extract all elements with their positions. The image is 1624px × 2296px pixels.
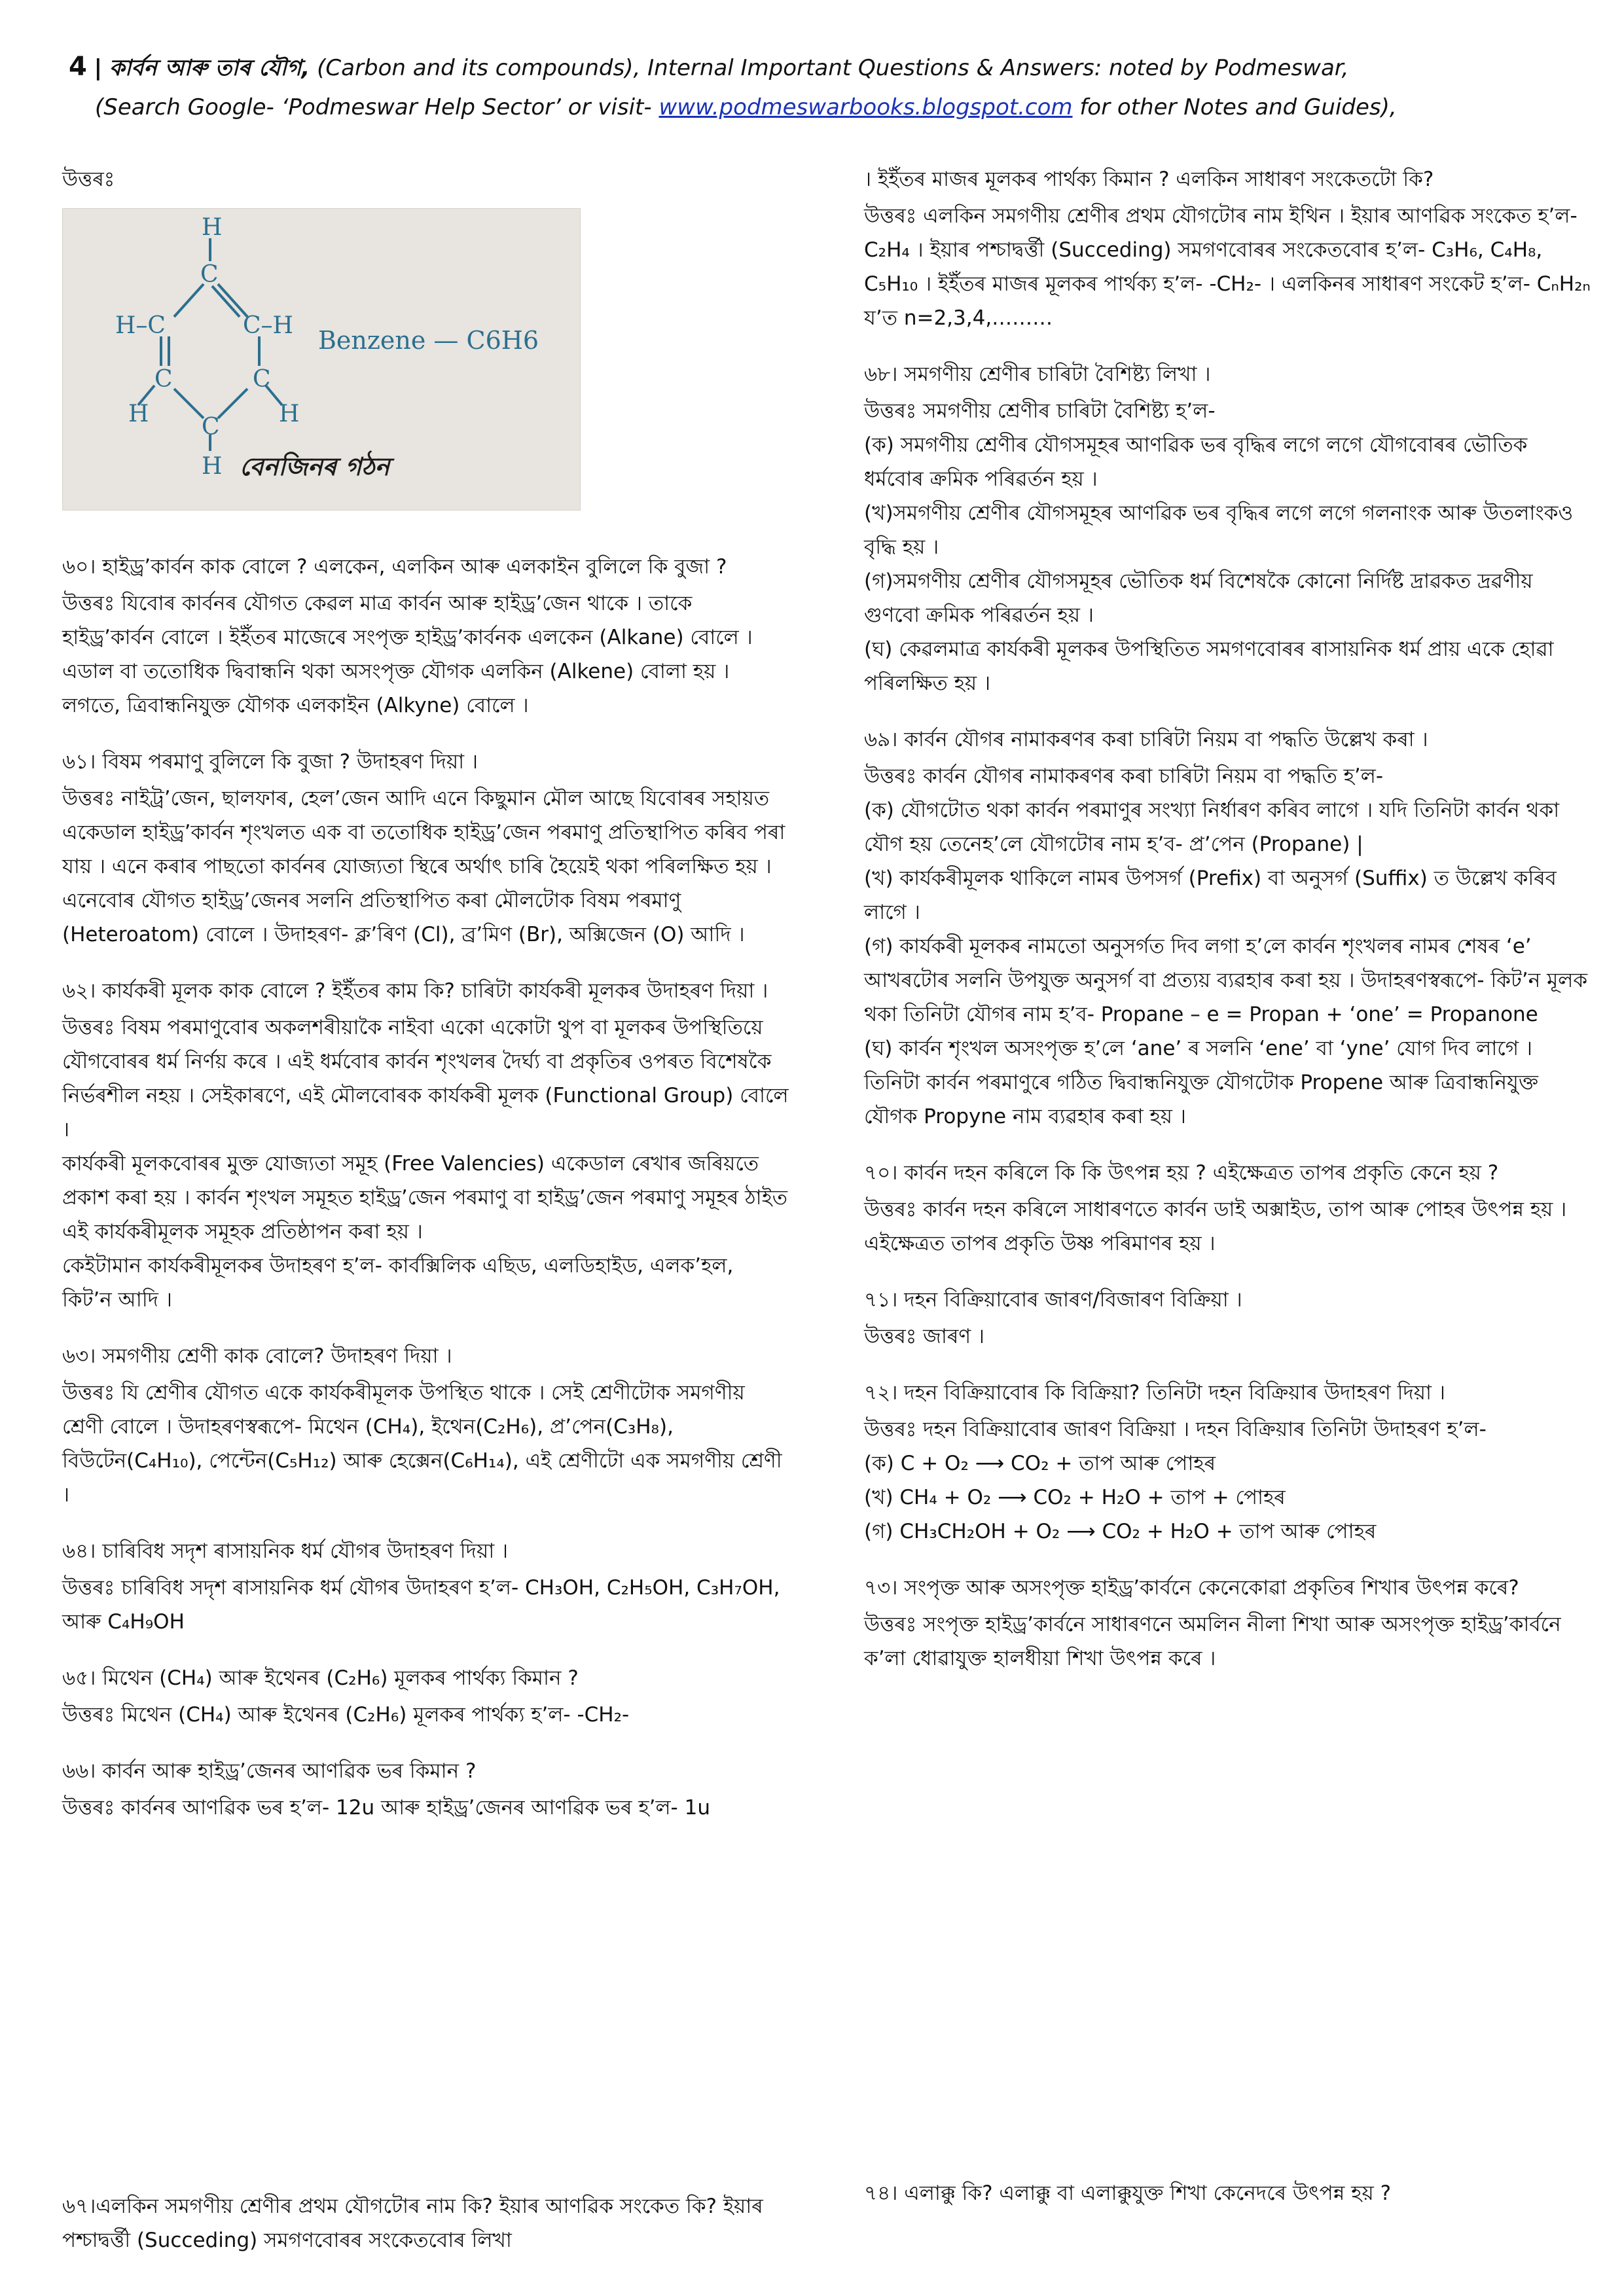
- question-66: [62, 1754, 789, 1825]
- left-column: [62, 162, 789, 1847]
- answer-text: উত্তৰঃ এলকিন সমগণীয় শ্ৰেণীৰ প্ৰথম যৌগটোৰ নাম ইথিন । ইয়াৰ আণৱিক সংকেত হ’ল- C₂H₄ । ইয়াৰ পশ্চাদ্বৰ্ত্তী (Succeding) সমগণবোৰৰ সংকেতবোৰ হ’ল- C₃H₆, C₄H₈, C₅H₁₀ । ইইঁতৰ মাজৰ মূলকৰ পাৰ্থক্য হ’ল- -CH₂- । এলকিনৰ সাধাৰণ সংকেট হ’ল- CₙH₂ₙ য’ত n=2,3,4,………: [864, 204, 1591, 330]
- reaction-equation: (গ) CH₃CH₂OH + O₂ ⟶ CO₂ + H₂O + তাপ আৰু পোহৰ: [864, 1520, 1377, 1543]
- answer-point: (ঘ) কেৱলমাত্ৰ কাৰ্যকৰী মূলকৰ উপস্থিতিত সমগণবোৰৰ ৰাসায়নিক ধৰ্ম প্ৰায় একে হোৱা পৰিলক্ষিত হয় ।: [864, 637, 1554, 695]
- figure-intro: উত্তৰঃ: [62, 168, 115, 191]
- atom-h-lower-left: H: [128, 401, 149, 427]
- answer-point: (গ)সমগণীয় শ্ৰেণীৰ যৌগসমূহৰ ভৌতিক ধৰ্ম বিশেষকৈ কোনো নিৰ্দিষ্ট দ্ৰাৱকত দ্ৰৱণীয় গুণবো ক্ৰমিক পৰিৱৰ্তন হয় ।: [864, 569, 1533, 627]
- question-text: । ইইঁতৰ মাজৰ মূলকৰ পাৰ্থক্য কিমান ? এলকিন সাধাৰণ সংকেতটো কি?: [864, 168, 1434, 191]
- question-text: ৬৩। সমগণীয় শ্ৰেণী কাক বোলে? উদাহৰণ দিয়া ।: [62, 1344, 452, 1368]
- question-text: ৬৬। কাৰ্বন আৰু হাইড্ৰ’জেনৰ আণৱিক ভৰ কিমান ?: [62, 1759, 477, 1783]
- answer-text: উত্তৰঃ চাৰিবিধ সদৃশ ৰাসায়নিক ধৰ্ম যৌগৰ উদাহৰণ হ’ল- CH₃OH, C₂H₅OH, C₃H₇OH, আৰু C₄H₉OH: [62, 1576, 780, 1634]
- page-number: 4: [69, 52, 87, 82]
- atom-c-bottom: C: [202, 414, 220, 440]
- atom-ch-right: C–H: [243, 312, 293, 339]
- reaction-equation: (ক) C + O₂ ⟶ CO₂ + তাপ আৰু পোহৰ: [864, 1452, 1216, 1475]
- figure-caption: বেনজিনৰ গঠন: [240, 452, 390, 481]
- answer-text: উত্তৰঃ সমগণীয় শ্ৰেণীৰ চাৰিটা বৈশিষ্ট্য হ’ল-: [864, 399, 1216, 423]
- right-column: [864, 162, 1591, 1698]
- answer-text: উত্তৰঃ যি শ্ৰেণীৰ যৌগত একে কাৰ্যকৰীমূলক উপস্থিত থাকে । সেই শ্ৰেণীটোক সমগণীয় শ্ৰেণী বোলে । উদাহৰণস্বৰূপে- মিথেন (CH₄), ইথেন(C₂H₆), প্ৰ’পেন(C₃H₈), বিউটেন(C₄H₁₀), পেন্টেন(C₅H₁₂) আৰু হেক্সেন(C₆H₁₄), এই শ্ৰেণীটো এক সমগণীয় শ্ৰেণী ।: [62, 1381, 782, 1507]
- answer-point: (খ) কাৰ্যকৰীমূলক থাকিলে নামৰ উপসৰ্গ (Prefix) বা অনুসৰ্গ (Suffix) ত উল্লেখ কৰিব লাগে ।: [864, 867, 1557, 924]
- question-text: ৬৭।এলকিন সমগণীয় শ্ৰেণীৰ প্ৰথম যৌগটোৰ নাম কি? ইয়াৰ আণৱিক সংকেত কি? ইয়াৰ পশ্চাদ্বৰ্ত্তী (Succeding) সমগণবোৰৰ সংকেতবোৰ লিখা: [62, 2195, 763, 2252]
- question-text: ৬১। বিষম পৰমাণু বুলিলে কি বুজা ? উদাহৰণ দিয়া ।: [62, 750, 478, 774]
- answer-text: উত্তৰঃ সংপৃক্ত হাইড্ৰ’কাৰ্বনে সাধাৰণনে অমলিন নীলা শিখা আৰু অসংপৃক্ত হাইড্ৰ’কাৰ্বনে ক’লা ধোৱাযুক্ত হালধীয়া শিখা উৎপন্ন কৰে ।: [864, 1613, 1561, 1670]
- question-text: ৬৮। সমগণীয় শ্ৰেণীৰ চাৰিটা বৈশিষ্ট্য লিখা ।: [864, 363, 1211, 386]
- question-text: ৬২। কাৰ্যকৰী মূলক কাক বোলে ? ইইঁতৰ কাম কি? চাৰিটা কাৰ্যকৰী মূলকৰ উদাহৰণ দিয়া ।: [62, 979, 768, 1003]
- atom-h-top: H: [202, 214, 223, 241]
- question-64: [62, 1534, 789, 1639]
- question-60: [62, 550, 789, 723]
- question-69: [864, 723, 1591, 1134]
- header-search-note: (Search Google- ‘Podmeswar Help Sector’ or visit-: [95, 94, 659, 120]
- question-text: ৭৩। সংপৃক্ত আৰু অসংপৃক্ত হাইড্ৰ’কাৰ্বনে কেনেকোৱা প্ৰকৃতিৰ শিখাৰ উৎপন্ন কৰে?: [864, 1576, 1519, 1600]
- question-68: [864, 357, 1591, 700]
- question-text: ৬৯। কাৰ্বন যৌগৰ নামাকৰণৰ কৰা চাৰিটা নিয়ম বা পদ্ধতি উল্লেখ কৰা ।: [864, 728, 1428, 751]
- answer-text: কেইটামান কাৰ্যকৰীমূলকৰ উদাহৰণ হ’ল- কাৰ্বক্সিলিক এছিড, এলডিহাইড, এলক’হল, কিট’ন আদি ।: [62, 1254, 734, 1312]
- answer-point: (ঘ) কাৰ্বন শৃংখল অসংপৃক্ত হ’লে ‘ane’ ৰ সলনি ‘ene’ বা ‘yne’ যোগ দিব লাগে । তিনিটা কাৰ্বন পৰমাণুৰে গঠিত দ্বিবান্ধনিযুক্ত যৌগটোক Propene আৰু ত্ৰিবান্ধনিযুক্ত যৌগক Propyne নাম ব্যৱহাৰ কৰা হয় ।: [864, 1037, 1539, 1128]
- question-text: ৭০। কাৰ্বন দহন কৰিলে কি কি উৎপন্ন হয় ? এইক্ষেত্ৰত তাপৰ প্ৰকৃতি কেনে হয় ?: [864, 1161, 1499, 1185]
- answer-text: উত্তৰঃ নাইট্ৰ’জেন, ছালফাৰ, হেল’জেন আদি এনে কিছুমান মৌল আছে যিবোৰৰ সহায়ত একেডাল হাইড্ৰ’কাৰ্বন শৃংখলত এক বা ততোধিক হাইড্ৰ’জেন পৰমাণু প্ৰতিস্থাপিত কৰিব পৰা যায় । এনে কৰাৰ পাছতো কাৰ্বনৰ যোজ্যতা স্থিৰে অৰ্থাৎ চাৰি হৈয়েই থকা পৰিলক্ষিত হয় । এনেবোৰ যৌগত হাইড্ৰ’জেনৰ সলনি প্ৰতিস্থাপিত কৰা মৌলটোক বিষম পৰমাণু (Heteroatom) বোলে । উদাহৰণ- ক্ল’ৰিণ (Cl), ব্ৰ’মিণ (Br), অক্সিজেন (O) আদি ।: [62, 787, 785, 946]
- atom-c-lower-left: C: [154, 366, 173, 393]
- answer-text: উত্তৰঃ মিথেন (CH₄) আৰু ইথেনৰ (C₂H₆) মূলকৰ পাৰ্থক্য হ’ল- -CH₂-: [62, 1703, 630, 1727]
- question-text: ৬০। হাইড্ৰ’কাৰ্বন কাক বোলে ? এলকেন, এলকিন আৰু এলকাইন বুলিলে কি বুজা ?: [62, 555, 727, 579]
- question-71: [864, 1283, 1591, 1354]
- header-line-1: [69, 47, 1568, 88]
- answer-text: উত্তৰঃ বিষম পৰমাণুবোৰ অকলশৰীয়াকৈ নাইবা একো একোটা থুপ বা মূলকৰ উপস্থিতিয়ে যৌগবোৰৰ ধৰ্ম নিৰ্ণয় কৰে । এই ধৰ্মবোৰ কাৰ্বন শৃংখলৰ দৈৰ্ঘ্য বা প্ৰকৃতিৰ ওপৰত বিশেষকৈ নিৰ্ভৰশীল নহয় । সেইকাৰণে, এই মৌলবোৰক কাৰ্যকৰী মূলক (Functional Group) বোলে ।: [62, 1016, 789, 1141]
- answer-text: উত্তৰঃ দহন বিক্ৰিয়াবোৰ জাৰণ বিক্ৰিয়া । দহন বিক্ৰিয়াৰ তিনিটা উদাহৰণ হ’ল-: [864, 1418, 1487, 1441]
- answer-text: উত্তৰঃ কাৰ্বন দহন কৰিলে সাধাৰণতে কাৰ্বন ডাই অক্সাইড, তাপ আৰু পোহৰ উৎপন্ন হয় । এইক্ষেত্ৰত তাপৰ প্ৰকৃতি উষ্ণ পৰিমাণৰ হয় ।: [864, 1198, 1567, 1255]
- atom-h-lower-right: H: [279, 401, 300, 427]
- question-62: [62, 974, 789, 1317]
- question-72: [864, 1376, 1591, 1549]
- answer-point: (গ) কাৰ্যকৰী মূলকৰ নামতো অনুসৰ্গত দিব লগা হ’লে কাৰ্বন শৃংখলৰ নামৰ শেষৰ ‘e’ আখৰটোৰ সলনি উপযুক্ত অনুসৰ্গ বা প্ৰত্যয় ব্যৱহাৰ কৰা হয় । উদাহৰণস্বৰূপে- কিট’ন মূলক থকা তিনিটা যৌগৰ নাম হ’ব- Propane – e = Propan + ‘one’ = Propanone: [864, 935, 1588, 1026]
- question-70: [864, 1156, 1591, 1261]
- answer-point: (ক) যৌগটোত থকা কাৰ্বন পৰমাণুৰ সংখ্যা নিৰ্ধাৰণ কৰিব লাগে । যদি তিনিটা কাৰ্বন থকা যৌগ হয় তেনেহ’লে যৌগটোৰ নাম হ’ব- প্ৰ’পেন (Propane) |: [864, 798, 1560, 856]
- answer-point: (ক) সমগণীয় শ্ৰেণীৰ যৌগসমূহৰ আণৱিক ভৰ বৃদ্ধিৰ লগে লগে যৌগবোৰৰ ভৌতিক ধৰ্মবোৰ ক্ৰমিক পৰিৱৰ্তন হয় ।: [864, 433, 1528, 491]
- reaction-equation: (খ) CH₄ + O₂ ⟶ CO₂ + H₂O + তাপ + পোহৰ: [864, 1486, 1286, 1509]
- atom-h-bottom: H: [202, 453, 223, 480]
- blog-link[interactable]: www.podmeswarbooks.blogspot.com: [659, 94, 1073, 120]
- atom-c-top: C: [200, 261, 219, 288]
- header-line-2: [69, 88, 1568, 127]
- benzene-formula-label: Benzene — C6H6: [318, 326, 539, 355]
- question-63: [62, 1339, 789, 1512]
- question-65: [62, 1661, 789, 1732]
- question-67-continued: [864, 162, 1591, 335]
- answer-text: উত্তৰঃ যিবোৰ কাৰ্বনৰ যৌগত কেৱল মাত্ৰ কাৰ্বন আৰু হাইড্ৰ’জেন থাকে । তাকে হাইড্ৰ’কাৰ্বন বোলে । ইইঁতৰ মাজেৰে সংপৃক্ত হাইড্ৰ’কাৰ্বনক এলকেন (Alkane) বোলে । এডাল বা ততোধিক দ্বিবান্ধনি থকা অসংপৃক্ত যৌগক এলকিন (Alkene) বোলা হয় । লগতে, ত্ৰিবান্ধনিযুক্ত যৌগক এলকাইন (Alkyne) বোলে ।: [62, 592, 753, 717]
- atom-hc-left: H–C: [115, 312, 166, 339]
- answer-text: উত্তৰঃ কাৰ্বনৰ আণৱিক ভৰ হ’ল- 12u আৰু হাইড্ৰ’জেনৰ আণৱিক ভৰ হ’ল- 1u: [62, 1796, 710, 1820]
- header-subtitle: (Carbon and its compounds), Internal Important Questions & Answers: noted by Podmeswar,: [317, 55, 1349, 81]
- question-text: ৬৫। মিথেন (CH₄) আৰু ইথেনৰ (C₂H₆) মূলকৰ পাৰ্থক্য কিমান ?: [62, 1666, 579, 1690]
- atom-c-lower-right: C: [253, 366, 271, 393]
- header-notes-note: for other Notes and Guides),: [1072, 94, 1397, 120]
- answer-text: উত্তৰঃ কাৰ্বন যৌগৰ নামাকৰণৰ কৰা চাৰিটা নিয়ম বা পদ্ধতি হ’ল-: [864, 764, 1384, 788]
- question-61: [62, 745, 789, 952]
- answer-text: কাৰ্যকৰী মূলকবোৰৰ মুক্ত যোজ্যতা সমূহ (Free Valencies) একেডাল ৰেখাৰ জৰিয়তে প্ৰকাশ কৰা হয় । কাৰ্বন শৃংখল সমূহত হাইড্ৰ’জেন পৰমাণু বা হাইড্ৰ’জেন পৰমাণু সমূহৰ ঠাইত এই কাৰ্যকৰীমূলক সমূহক প্ৰতিষ্ঠাপন কৰা হয় ।: [62, 1152, 787, 1244]
- question-text: ৭১। দহন বিক্ৰিয়াবোৰ জাৰণ/বিজাৰণ বিক্ৰিয়া ।: [864, 1288, 1242, 1312]
- benzene-structure-figure: [62, 208, 581, 511]
- answer-point: (খ)সমগণীয় শ্ৰেণীৰ যৌগসমূহৰ আণৱিক ভৰ বৃদ্ধিৰ লগে লগে গলনাংক আৰু উতলাংকও বৃদ্ধি হয় ।: [864, 501, 1574, 559]
- answer-text: উত্তৰঃ জাৰণ ।: [864, 1325, 985, 1348]
- question-73: [864, 1571, 1591, 1676]
- question-67: [62, 2189, 789, 2257]
- header-separator: |: [94, 55, 103, 81]
- question-text: ৬৪। চাৰিবিধ সদৃশ ৰাসায়নিক ধৰ্ম যৌগৰ উদাহৰণ দিয়া ।: [62, 1539, 509, 1563]
- question-74: ৭৪। এলাক্কু কি? এলাক্কু বা এলাক্কুযুক্ত শিখা কেনেদৰে উৎপন্ন হয় ?: [864, 2181, 1392, 2205]
- question-text: ৭২। দহন বিক্ৰিয়াবোৰ কি বিক্ৰিয়া? তিনিটা দহন বিক্ৰিয়াৰ উদাহৰণ দিয়া ।: [864, 1381, 1445, 1405]
- chapter-title: কাৰ্বন আৰু তাৰ যৌগ,: [109, 55, 310, 81]
- page-header: [69, 47, 1568, 127]
